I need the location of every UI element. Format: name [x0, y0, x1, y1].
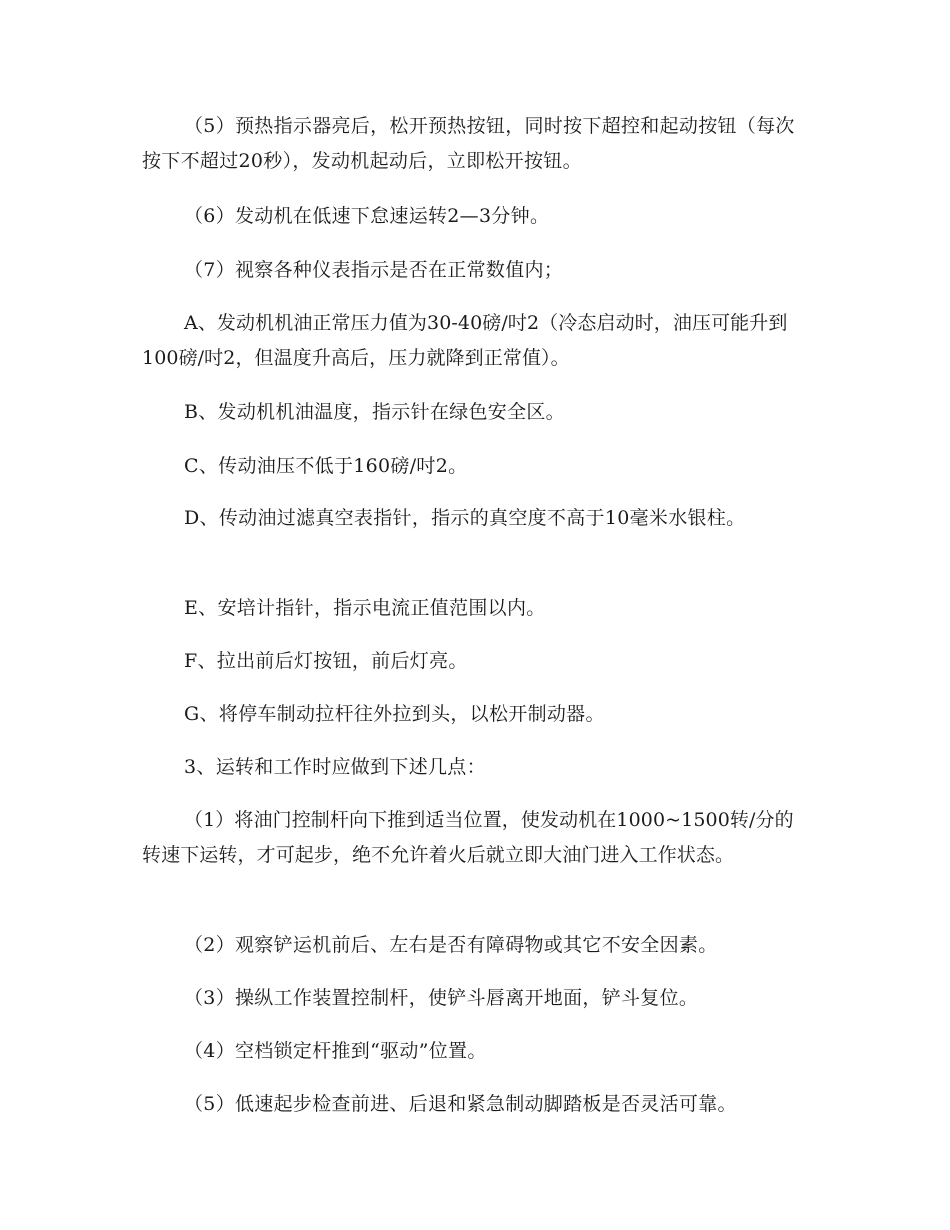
paragraph-operation-step-5-brake-check: （5）低速起步检查前进、后退和紧急制动脚踏板是否灵活可靠。	[184, 1093, 737, 1115]
paragraph-step-7-gauges: （7）视察各种仪表指示是否在正常数值内；	[184, 259, 564, 281]
paragraph-item-b-oil-temp: B、发动机机油温度，指示针在绿色安全区。	[184, 401, 565, 423]
paragraph-step-5-preheat: （5）预热指示器亮后，松开预热按钮，同时按下超控和起动按钮（每次按下不超过20秒），发动机起动后，立即松开按钮。	[142, 115, 795, 172]
paragraph-operation-step-1-throttle: （1）将油门控制杆向下推到适当位置，使发动机在1000~1500转/分的转速下运转，才可起步，绝不允许着火后就立即大油门进入工作状态。	[142, 809, 794, 866]
paragraph-operation-step-3-bucket: （3）操纵工作装置控制杆，使铲斗唇离开地面，铲斗复位。	[184, 987, 699, 1009]
paragraph-item-d-vacuum-gauge: D、传动油过滤真空表指针，指示的真空度不高于10毫米水银柱。	[184, 507, 746, 529]
paragraph-step-6-idle: （6）发动机在低速下怠速运转2—3分钟。	[184, 205, 550, 227]
paragraph-item-c-transmission-pressure: C、传动油压不低于160磅/吋2。	[184, 455, 468, 477]
paragraph-item-f-lights: F、拉出前后灯按钮，前后灯亮。	[184, 650, 468, 672]
paragraph-section-3-heading: 3、运转和工作时应做到下述几点：	[184, 756, 486, 778]
paragraph-item-a-oil-pressure: A、发动机机油正常压力值为30-40磅/吋2（冷态启动时，油压可能升到100磅/吋2，但温度升高后，压力就降到正常值）。	[142, 312, 788, 369]
paragraph-item-g-parking-brake: G、将停车制动拉杆往外拉到头，以松开制动器。	[184, 703, 605, 725]
paragraph-operation-step-2-observe: （2）观察铲运机前后、左右是否有障碍物或其它不安全因素。	[184, 934, 718, 956]
paragraph-operation-step-4-neutral-lock: （4）空档锁定杆推到“驱动”位置。	[184, 1040, 487, 1062]
paragraph-item-e-ammeter: E、安培计指针，指示电流正值范围以内。	[184, 597, 546, 619]
